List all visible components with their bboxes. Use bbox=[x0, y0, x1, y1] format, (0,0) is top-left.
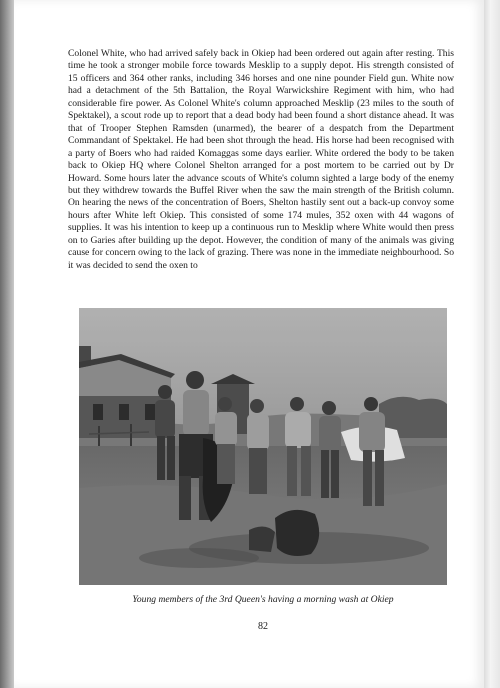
page-number: 82 bbox=[258, 621, 268, 632]
page-edge-strip bbox=[484, 0, 500, 688]
photograph-illustration bbox=[79, 308, 447, 585]
body-paragraph: Colonel White, who had arrived safely back in Okiep had been ordered out again after resting. This time he took a stronger mobile force towards Mesklip to a supply depot. His strength consisted of 15 officers and 364 other ranks, including 346 horses and one nine pounder Field gun. White now had a detachment of the 5th Battalion, the Royal Warwickshire Regiment with him, who had considerable fire power. As Colonel White's column approached Mesklip (23 miles to the south of Spektakel), a scout rode up to report that a dead body had been found a short distance ahead. It was that of Trooper Stephen Ramsden (unarmed), the bearer of a despatch from the Department Commandant of Spektakel. He had been shot through the head. His horse had been recognised with a party of Boers who had raided Komaggas some days earlier. White ordered the body to be taken back to Okiep HQ where Colonel Shelton arranged for a post mortem to be carried out by Dr Howard. Some hours later the advance scouts of White's column sighted a large body of the enemy but they withdrew towards the Buffel River when the saw the main strength of the British column. On hearing the news of the concentration of Boers, Shelton hastily sent out a back-up convoy some hours after White left Okiep. This consisted of some 174 mules, 352 oxen with 44 wagons of supplies. It was his intention to keep up a continuous run to Mesklip where White would then press on to Garies after building up the depot. However, the condition of many of the animals was giving cause for concern owing to the lack of grazing. There was none in the immediate neighbourhood. So it was decided to send the oxen to bbox=[68, 48, 454, 271]
soldiers-washing-photograph bbox=[79, 308, 447, 585]
scan-binding-shadow bbox=[0, 0, 14, 688]
photo-caption: Young members of the 3rd Queen's having a morning wash at Okiep bbox=[132, 594, 394, 605]
